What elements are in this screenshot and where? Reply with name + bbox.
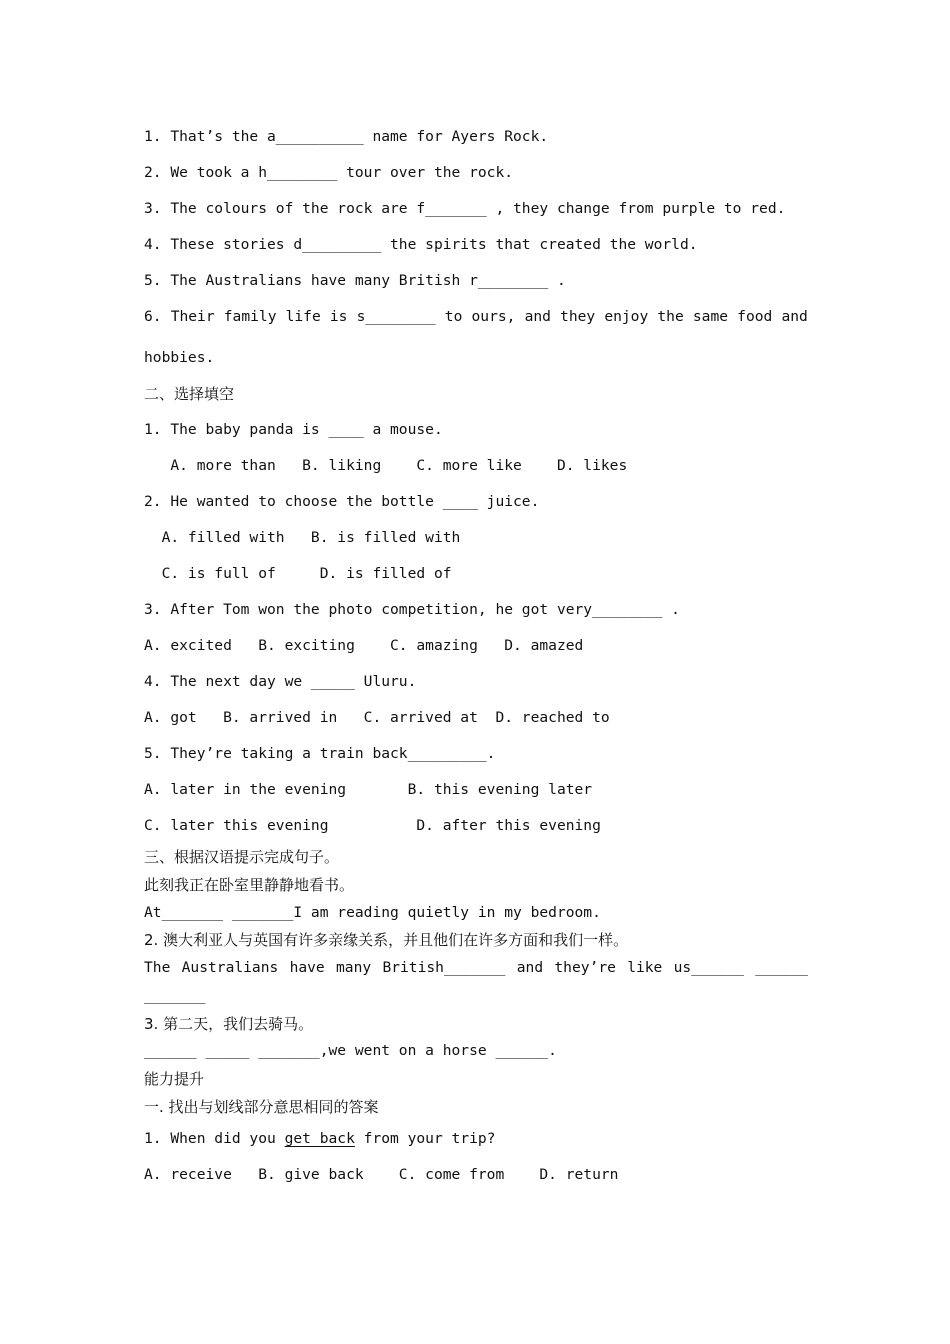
choice-question-5: 5. They’re taking a train back_________. (144, 745, 496, 762)
word: and (524, 308, 551, 325)
fill-question-6 (144, 308, 808, 326)
underlined-phrase: get back (284, 1130, 355, 1147)
word: Their (170, 308, 215, 325)
choice-options-5b: C. later this evening D. after this evening (144, 817, 601, 834)
translation-prompt-2: 2. 澳大利亚人与英国有许多亲缘关系，并且他们在许多方面和我们一样。 (144, 931, 629, 949)
word: like (627, 959, 663, 976)
translation-answer-2-continued: _______ (144, 987, 206, 1004)
word: The (144, 959, 171, 976)
word: enjoy (604, 308, 649, 325)
section-heading-multiple-choice: 二、选择填空 (144, 385, 235, 403)
word: have (289, 959, 325, 976)
question-text: 1. When did you (144, 1130, 285, 1147)
choice-question-3: 3. After Tom won the photo competition, he got very________ . (144, 601, 680, 618)
choice-options-2a: A. filled with B. is filled with (144, 529, 461, 546)
word: s________ (356, 308, 436, 325)
word: family (223, 308, 277, 325)
word: life (285, 308, 321, 325)
section-heading-translation: 三、根据汉语提示完成句子。 (144, 848, 340, 866)
synonym-options-1: A. receive B. give back C. come from D. return (144, 1166, 619, 1183)
fill-question-1: 1. That’s the a__________ name for Ayers Rock. (144, 128, 549, 145)
word: to (444, 308, 463, 325)
choice-options-5a: A. later in the evening B. this evening later (144, 781, 593, 798)
fill-question-2: 2. We took a h________ tour over the rock. (144, 164, 514, 181)
synonym-question-1 (144, 1130, 808, 1148)
question-text: from your trip? (354, 1130, 496, 1147)
word: and (781, 308, 808, 325)
word: 6. (144, 308, 162, 325)
word: and (516, 959, 544, 976)
word: us______ (673, 959, 744, 976)
fill-question-4: 4. These stories d_________ the spirits that created the world. (144, 236, 698, 253)
translation-answer-3: ______ _____ _______,we went on a horse ______. (144, 1042, 557, 1059)
choice-options-1: A. more than B. liking C. more like D. likes (144, 457, 628, 474)
choice-options-2b: C. is full of D. is filled of (144, 565, 452, 582)
section-heading-advanced: 能力提升 (144, 1070, 205, 1088)
fill-question-5: 5. The Australians have many British r________ . (144, 272, 566, 289)
word: is (329, 308, 348, 325)
word: food (737, 308, 773, 325)
choice-question-1: 1. The baby panda is ____ a mouse. (144, 421, 443, 438)
choice-options-3: A. excited B. exciting C. amazing D. amazed (144, 637, 584, 654)
section-subheading-synonyms: 一. 找出与划线部分意思相同的答案 (144, 1098, 379, 1116)
word: ______ (755, 959, 808, 976)
word: they (560, 308, 596, 325)
translation-answer-1: At_______ _______I am reading quietly in my bedroom. (144, 904, 601, 921)
choice-options-4: A. got B. arrived in C. arrived at D. reached to (144, 709, 610, 726)
word: many (336, 959, 372, 976)
choice-question-2: 2. He wanted to choose the bottle ____ juice. (144, 493, 540, 510)
translation-prompt-1: 此刻我正在卧室里静静地看书。 (144, 876, 355, 894)
word: Australians (181, 959, 279, 976)
word: the (657, 308, 684, 325)
translation-answer-2 (144, 959, 808, 977)
choice-question-4: 4. The next day we _____ Uluru. (144, 673, 417, 690)
fill-question-3: 3. The colours of the rock are f_______ , they change from purple to red. (144, 200, 786, 217)
fill-question-6-continued: hobbies. (144, 349, 215, 366)
word: British_______ (382, 959, 506, 976)
word: same (692, 308, 729, 325)
word: ours, (471, 308, 516, 325)
translation-prompt-3: 3. 第二天，我们去骑马。 (144, 1015, 314, 1033)
word: they’re (554, 959, 616, 976)
